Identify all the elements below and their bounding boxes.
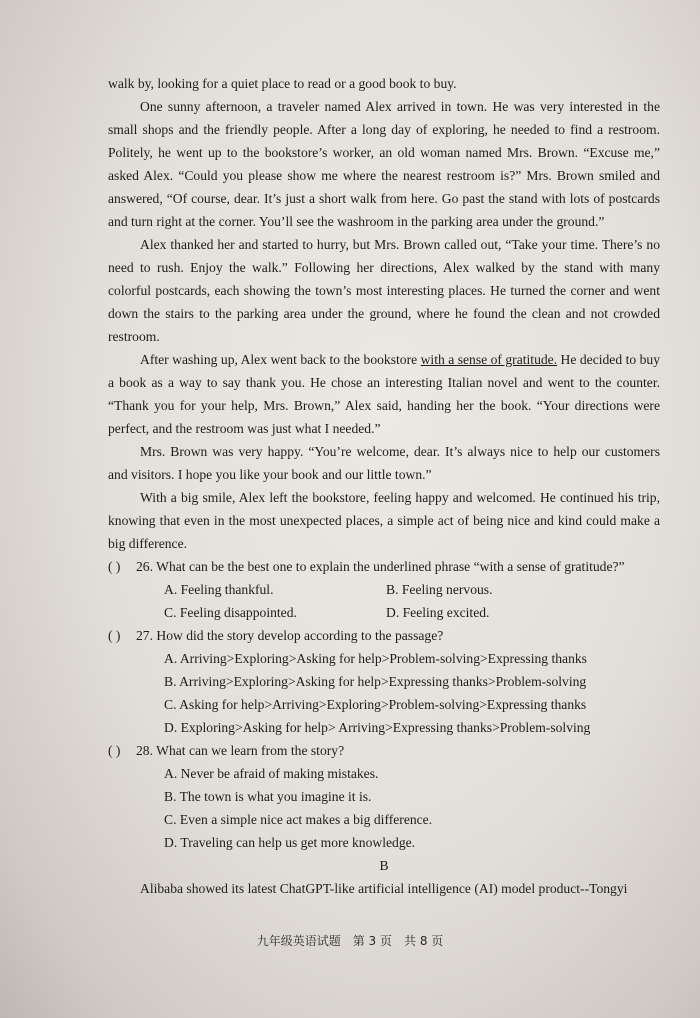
footer-total: 共 8 页 xyxy=(404,934,444,948)
question-26 xyxy=(108,555,660,578)
section-b-heading: B xyxy=(379,858,389,873)
option-27-c: C. Asking for help>Arriving>Exploring>Problem-solving>Expressing thanks xyxy=(164,697,587,712)
question-28-stem: 28. What can we learn from the story? xyxy=(136,743,345,758)
option-26-b: B. Feeling nervous. xyxy=(386,582,493,597)
paragraph-0: walk by, looking for a quiet place to read or a good book to buy. xyxy=(108,76,457,91)
question-26-options-row-1 xyxy=(108,578,660,601)
option-28-c: C. Even a simple nice act makes a big difference. xyxy=(164,812,433,827)
passage-content xyxy=(108,72,660,900)
paragraph-2: Alex thanked her and started to hurry, but Mrs. Brown called out, “Take your time. There’s no need to rush. Enjoy the walk.” Following her directions, Alex walked by the stand with many colorful postcards, each showing the town’s most interesting places. He turned the corner and went down the stairs to the parking area under the ground, where he found the clean and not crowded restroom. xyxy=(108,237,660,344)
option-28-a: A. Never be afraid of making mistakes. xyxy=(164,766,379,781)
question-26-options-row-2 xyxy=(108,601,660,624)
answer-blank-27[interactable]: ( ) xyxy=(108,628,121,643)
option-26-a: A. Feeling thankful. xyxy=(164,582,274,597)
question-26-stem: 26. What can be the best one to explain the underlined phrase “with a sense of gratitude?” xyxy=(136,559,625,574)
underlined-phrase: with a sense of gratitude. xyxy=(420,352,558,367)
option-26-d: D. Feeling excited. xyxy=(386,605,490,620)
answer-blank-26[interactable]: ( ) xyxy=(108,559,121,574)
question-27 xyxy=(108,624,660,647)
footer-page: 第 3 页 xyxy=(352,934,392,948)
footer-title: 九年级英语试题 xyxy=(256,934,341,948)
question-27-stem: 27. How did the story develop according to the passage? xyxy=(136,628,444,643)
option-28-d: D. Traveling can help us get more knowledge. xyxy=(164,835,416,850)
paragraph-3-before: After washing up, Alex went back to the bookstore xyxy=(140,352,421,367)
paragraph-5: With a big smile, Alex left the bookstore, feeling happy and welcomed. He continued his trip, knowing that even in the most unexpected places, a simple act of being nice and kind could make a big difference. xyxy=(108,490,660,551)
option-28-b: B. The town is what you imagine it is. xyxy=(164,789,372,804)
section-b-first-line: Alibaba showed its latest ChatGPT-like artificial intelligence (AI) model product--Tongyi xyxy=(140,881,628,896)
paragraph-3-after: He decided to buy a book as a way to say thank you. He chose an interesting Italian novel and went to the counter. “Thank you for your help, Mrs. Brown,” Alex said, handing her the book. “Your directions were perfect, and the restroom was just what I needed.” xyxy=(108,352,660,436)
page-footer xyxy=(0,932,700,949)
option-26-c: C. Feeling disappointed. xyxy=(164,605,297,620)
option-27-b: B. Arriving>Exploring>Asking for help>Expressing thanks>Problem-solving xyxy=(164,674,587,689)
option-27-d: D. Exploring>Asking for help> Arriving>Expressing thanks>Problem-solving xyxy=(164,720,591,735)
paragraph-1: One sunny afternoon, a traveler named Alex arrived in town. He was very interested in the small shops and the friendly people. After a long day of exploring, he needed to find a restroom. Politely, he went up to the bookstore’s worker, an old woman named Mrs. Brown. “Excuse me,” asked Alex. “Could you please show me where the nearest restroom is?” Mrs. Brown smiled and answered, “Of course, dear. It’s just a short walk from here. Go past the stand with lots of postcards and turn right at the corner. You’ll see the washroom in the parking area under the ground.” xyxy=(108,99,660,229)
paragraph-3 xyxy=(108,348,660,440)
option-27-a: A. Arriving>Exploring>Asking for help>Problem-solving>Expressing thanks xyxy=(164,651,587,666)
answer-blank-28[interactable]: ( ) xyxy=(108,743,121,758)
paragraph-4: Mrs. Brown was very happy. “You’re welcome, dear. It’s always nice to help our customers and visitors. I hope you like your book and our little town.” xyxy=(108,444,660,482)
question-28 xyxy=(108,739,660,762)
